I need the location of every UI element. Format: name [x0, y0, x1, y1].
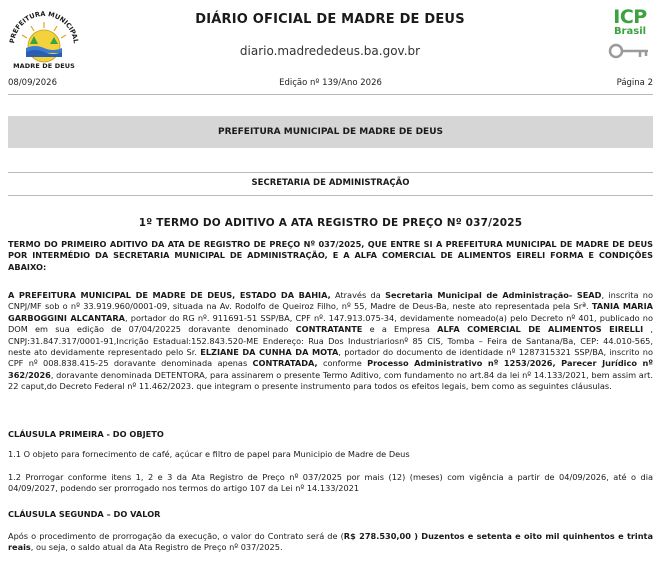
secretaria-heading: SECRETARIA DE ADMINISTRAÇÃO — [251, 178, 410, 188]
text-segment: , ou seja, o saldo atual da Ata Registro de Preço nº 037/2025. — [30, 542, 283, 553]
bold-text-segment: Secretaria Municipal de Administração- SEAD — [385, 290, 602, 300]
page-number: Página 2 — [616, 78, 653, 88]
clause-one-heading: CLÁUSULA PRIMEIRA - DO OBJETO — [8, 429, 164, 439]
text-segment: conforme — [317, 358, 368, 369]
clause-two-paragraph — [8, 531, 653, 554]
section-divider-bottom — [8, 195, 653, 196]
document-title: 1º TERMO DO ADITIVO A ATA REGISTRO DE PREÇO Nº 037/2025 — [138, 217, 523, 229]
bold-text-segment: CONTRATADA, — [252, 358, 318, 369]
icp-logo-subtext: Brasil — [613, 26, 647, 37]
diario-url[interactable]: diario.madrededeus.ba.gov.br — [239, 44, 421, 58]
page-header — [0, 0, 661, 72]
clause-two-heading: CLÁUSULA SEGUNDA – DO VALOR — [8, 509, 161, 519]
edition-number: Edição nº 139/Ano 2026 — [279, 78, 382, 88]
edition-date: 08/09/2026 — [8, 78, 57, 88]
clause-one-item-2: 1.2 Prorrogar conforme itens 1, 2 e 3 da Ata Registro de Preço nº 037/2025 por mais (12) (meses) com vigência a partir de 04/09/2026, até o dia 04/09/2027, podendo ser prorrogado nos termos do artigo 107 da Lei nº 14.133/2021 — [8, 472, 653, 494]
prefeitura-band: PREFEITURA MUNICIPAL DE MADRE DE DEUS — [8, 116, 653, 148]
edition-bar — [8, 78, 653, 92]
text-segment: , inscrita no CNPJ/MF sob o nº 33.919.960/0001-09, situada na Av. Rodolfo de Queiroz Filho, nº 55, Madre de Deus-Ba, neste ato representada pela Srª. — [8, 290, 653, 312]
text-segment: , CNPJ:31.847.317/0001-91,Incrição Estadual:152.843.520-ME Endereço: Rua Dos Industriariosnº 85 CIS, Tomba – Feira de Santana/Ba, CEP: 44.010-565, neste ato devidamente representado pelo Sr. — [8, 324, 653, 358]
parties-paragraph — [8, 290, 653, 393]
municipal-logo — [6, 6, 82, 68]
bold-text-segment: TANIA MARIA GARBOGGINI ALCANTARA — [8, 301, 653, 323]
diario-title: DIÁRIO OFICIAL DE MADRE DE DEUS — [195, 12, 465, 27]
municipal-seal-icon — [6, 6, 82, 64]
bold-text-segment: ELZIANE DA CUNHA DA MOTA — [200, 347, 339, 358]
key-icon — [604, 40, 656, 62]
text-segment: , portador do RG nº. 911691-51 SSP/BA, CPF nº. 147.913.075-34, devidamente nomeado(a) pelo Decreto nº 401, publicado no DOM em sua edição de 07/04/20225 doravante denominado — [8, 312, 654, 335]
bold-text-segment: A PREFEITURA MUNICIPAL DE MADRE DE DEUS, ESTADO DA BAHIA, — [8, 290, 331, 300]
intro-paragraph: TERMO DO PRIMEIRO ADITIVO DA ATA DE REGISTRO DE PREÇO Nº 037/2025, QUE ENTRE SI A PREFEITURA MUNICIPAL DE MADRE DE DEUS POR INTERMÉDIO DA SECRETARIA MUNICIPAL DE ADMINISTRAÇÃO, E A ALFA COMERCIAL DE ALIMENTOS EIRELI FORMA E CONDIÇÕES ABAIXO: — [8, 239, 653, 272]
text-segment: Após o procedimento de prorrogação da execução, o valor do Contrato será de ( — [8, 531, 344, 541]
bold-text-segment: Processo Administrativo nº 1253/2026, Parecer Jurídico nº 362/2026 — [8, 358, 653, 380]
icp-logo-text: ICP — [613, 6, 647, 28]
bold-text-segment: ALFA COMERCIAL DE ALIMENTOS EIRELLI — [437, 324, 644, 335]
bold-text-segment: R$ 278.530,00 ) Duzentos e setenta e oito mil quinhentos e trinta reais — [8, 531, 653, 553]
bold-text-segment: CONTRATANTE — [295, 324, 363, 335]
clause-one-item-1: 1.1 O objeto para fornecimento de café, açúcar e filtro de papel para Municipio de Madre de Deus — [8, 449, 410, 459]
section-divider-top — [8, 172, 653, 173]
svg-text:PREFEITURA MUNICIPAL: PREFEITURA MUNICIPAL — [8, 9, 80, 44]
text-segment: e a Empresa — [362, 324, 438, 335]
icp-brasil-logo — [604, 8, 656, 64]
text-segment: , portador do documento de identidade nº 1287315321 SSP/BA, inscrito no CPF nº 008.838.415-25 doravante denominada apenas — [8, 347, 653, 369]
header-divider — [8, 94, 653, 95]
logo-caption: MADRE DE DEUS — [13, 62, 75, 70]
text-segment: , doravante denominada DETENTORA, para assinarem o presente Termo Aditivo, com fundamento no art.84 da lei nº 14.133/2021, bem assim art. 22 caput,do Decreto Federal nº 11.462/2023. que integram o presente instrumento para todos os efeitos legais, bem como as seguintes cláusulas. — [8, 369, 653, 392]
text-segment: Através da — [330, 290, 386, 300]
